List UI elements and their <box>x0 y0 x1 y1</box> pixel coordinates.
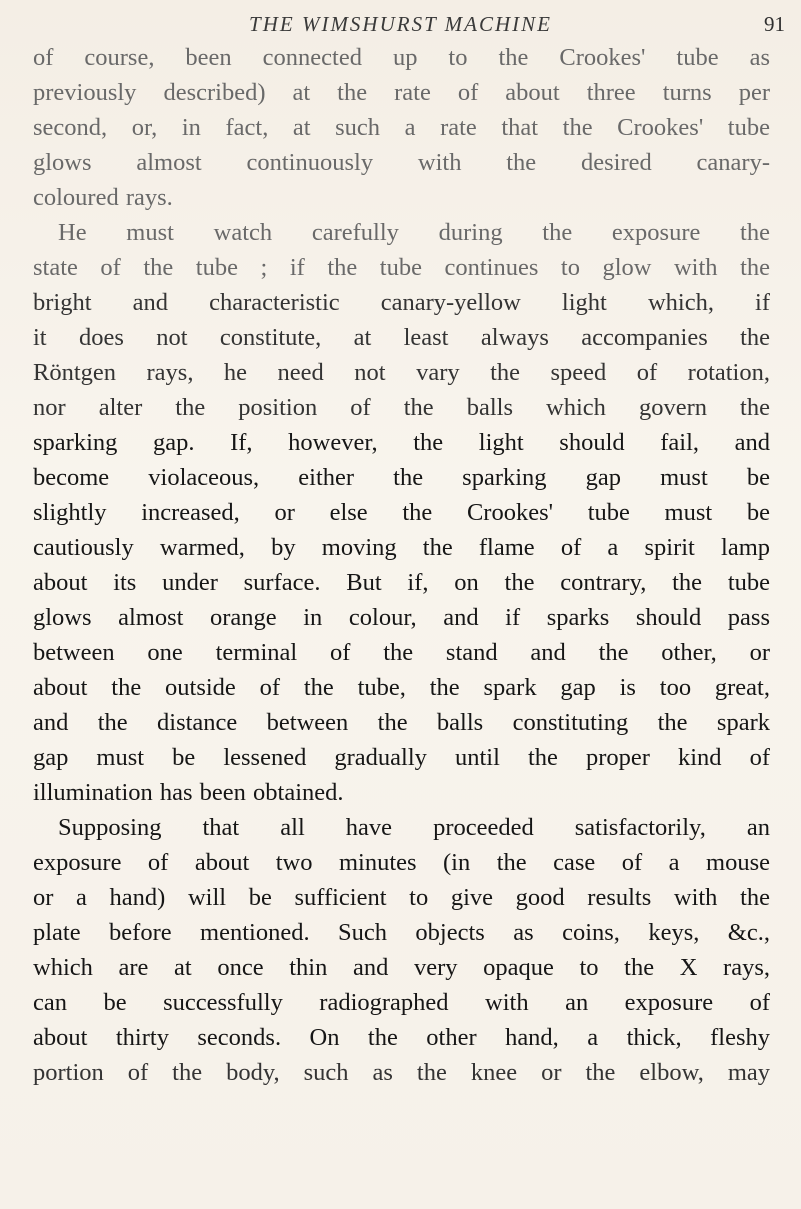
text-line: exposure of about two minutes (in the case of a mouse <box>33 849 770 876</box>
text-line: about the outside of the tube, the spark gap is too great, <box>33 674 770 701</box>
text-line: sparking gap. If, however, the light should fail, and <box>33 429 770 456</box>
paragraph-start-line: Supposing that all have proceeded satisfactorily, an <box>58 814 770 841</box>
text-line: slightly increased, or else the Crookes' tube must be <box>33 499 770 526</box>
text-line: between one terminal of the stand and the other, or <box>33 639 770 666</box>
text-line: portion of the body, such as the knee or the elbow, may <box>33 1059 770 1086</box>
text-line: Röntgen rays, he need not vary the speed of rotation, <box>33 359 770 386</box>
text-line: it does not constitute, at least always accompanies the <box>33 324 770 351</box>
text-line: about thirty seconds. On the other hand, a thick, fleshy <box>33 1024 770 1051</box>
text-line: coloured rays. <box>33 184 173 211</box>
text-line: or a hand) will be sufficient to give good results with the <box>33 884 770 911</box>
text-line: nor alter the position of the balls which govern the <box>33 394 770 421</box>
text-line: illumination has been obtained. <box>33 779 344 806</box>
text-line: bright and characteristic canary-yellow light which, if <box>33 289 770 316</box>
text-line: and the distance between the balls constituting the spark <box>33 709 770 736</box>
text-line: previously described) at the rate of about three turns per <box>33 79 770 106</box>
text-line: which are at once thin and very opaque to the X rays, <box>33 954 770 981</box>
body-text <box>0 40 801 1200</box>
text-line: cautiously warmed, by moving the flame of a spirit lamp <box>33 534 770 561</box>
text-line: glows almost orange in colour, and if sparks should pass <box>33 604 770 631</box>
text-line: of course, been connected up to the Crookes' tube as <box>33 44 770 71</box>
text-line: become violaceous, either the sparking gap must be <box>33 464 770 491</box>
text-line: about its under surface. But if, on the contrary, the tube <box>33 569 770 596</box>
text-line: state of the tube ; if the tube continues to glow with the <box>33 254 770 281</box>
page-number: 91 <box>764 12 785 36</box>
text-line: second, or, in fact, at such a rate that the Crookes' tube <box>33 114 770 141</box>
text-line: plate before mentioned. Such objects as coins, keys, &c., <box>33 919 770 946</box>
text-line: glows almost continuously with the desired canary- <box>33 149 770 176</box>
text-line: gap must be lessened gradually until the proper kind of <box>33 744 770 771</box>
running-head <box>0 12 801 42</box>
running-title: THE WIMSHURST MACHINE <box>249 12 552 36</box>
paragraph-start-line: He must watch carefully during the exposure the <box>58 219 770 246</box>
text-line: can be successfully radiographed with an exposure of <box>33 989 770 1016</box>
